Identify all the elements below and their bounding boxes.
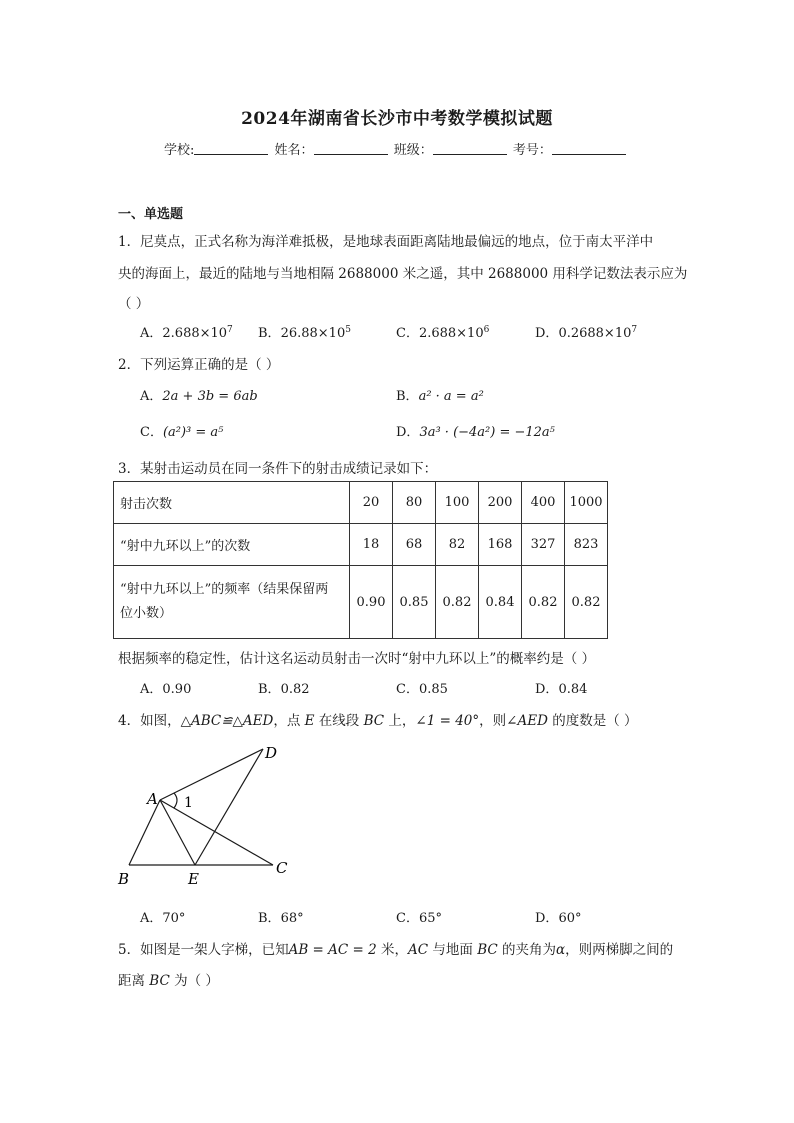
angle-1-arc	[174, 793, 177, 808]
row-label-frequency: “射中九环以上”的频率（结果保留两 位小数）	[114, 566, 350, 639]
hits-cell: 18	[350, 524, 393, 566]
table-row-hits	[114, 524, 608, 566]
shots-cell: 400	[522, 482, 565, 524]
table-row-shots	[114, 482, 608, 524]
q4-option-c: C．65°	[396, 911, 442, 926]
q1-line2: 央的海面上，最近的陆地与当地相隔 2688000 米之遥，其中 2688000 用科学记数法表示应为	[118, 266, 688, 282]
hits-cell: 823	[565, 524, 608, 566]
q2-option-c: C．(a²)³ = a⁵	[140, 425, 224, 440]
q3-after: 根据频率的稳定性，估计这名运动员射击一次时“射中九环以上”的概率约是（ ）	[118, 651, 596, 667]
hits-cell: 168	[479, 524, 522, 566]
q2-option-b: B．a² · a = a²	[396, 389, 484, 404]
table-row-frequency	[114, 566, 608, 639]
vertex-b-label: B	[118, 870, 130, 888]
section-title: 一、单选题	[118, 207, 184, 222]
q1-option-d: D．$0.2688\times 10^7$	[535, 325, 638, 341]
shots-cell: 100	[436, 482, 479, 524]
freq-cell: 0.84	[479, 566, 522, 639]
hits-cell: 327	[522, 524, 565, 566]
q1-option-c: C．$2.688\times 10^6$	[396, 325, 490, 341]
name-label: 姓名：	[274, 143, 314, 158]
row-label-hits: “射中九环以上”的次数	[114, 524, 350, 566]
school-label: 学校:	[164, 143, 195, 158]
q4-option-a: A．70°	[140, 911, 186, 926]
q3-stem: 3．某射击运动员在同一条件下的射击成绩记录如下：	[118, 461, 438, 477]
class-label: 班级：	[393, 143, 433, 158]
class-blank	[433, 142, 507, 155]
freq-cell: 0.85	[393, 566, 436, 639]
shots-cell: 20	[350, 482, 393, 524]
shots-cell: 200	[479, 482, 522, 524]
hits-cell: 68	[393, 524, 436, 566]
q2-option-d: D．3a³ · (−4a²) = −12a⁵	[396, 425, 555, 440]
shooting-record-table	[113, 481, 608, 639]
q5-line2: 距离 BC 为（ ）	[118, 973, 219, 989]
name-blank	[314, 142, 388, 155]
page-title: 2024年湖南省长沙市中考数学模拟试题	[241, 109, 553, 129]
freq-cell: 0.82	[565, 566, 608, 639]
freq-cell: 0.82	[436, 566, 479, 639]
school-blank	[194, 142, 268, 155]
q1-option-b: B．$26.88\times 10^5$	[258, 325, 351, 341]
exam-number-label: 考号：	[512, 143, 552, 158]
q4-option-d: D．60°	[535, 911, 582, 926]
triangle-figure	[110, 738, 300, 888]
shots-cell: 1000	[565, 482, 608, 524]
vertex-c-label: C	[276, 859, 288, 877]
q5-line1: 5．如图是一架人字梯，已知AB = AC = 2 米，AC 与地面 BC 的夹角为α，则两梯脚之间的	[118, 942, 674, 958]
q4-stem: 4．如图，△ABC≌△AED，点 E 在线段 BC 上，∠1 = 40°，则∠AED 的度数是（ ）	[118, 713, 638, 729]
q1-line3: （ ）	[118, 296, 150, 312]
q2-option-a: A．2a + 3b = 6ab	[140, 389, 258, 404]
segment-ab	[129, 800, 160, 865]
exam-number-blank	[552, 142, 626, 155]
vertex-a-label: A	[147, 790, 158, 808]
q3-option-a: A．0.90	[140, 682, 192, 697]
q3-option-c: C．0.85	[396, 682, 448, 697]
q3-option-d: D．0.84	[535, 682, 588, 697]
student-info-row	[164, 139, 628, 158]
q3-option-b: B．0.82	[258, 682, 310, 697]
angle-1-label: 1	[184, 795, 193, 811]
hits-cell: 82	[436, 524, 479, 566]
q1-option-a: A．$2.688\times 10^7$	[140, 325, 233, 341]
vertex-d-label: D	[265, 744, 278, 762]
freq-cell: 0.90	[350, 566, 393, 639]
q4-option-b: B．68°	[258, 911, 304, 926]
shots-cell: 80	[393, 482, 436, 524]
q2-stem: 2．下列运算正确的是（ ）	[118, 357, 280, 373]
row-label-shots: 射击次数	[114, 482, 350, 524]
q1-line1: 1．尼莫点，正式名称为海洋难抵极，是地球表面距离陆地最偏远的地点，位于南太平洋中	[118, 234, 654, 250]
freq-cell: 0.82	[522, 566, 565, 639]
vertex-e-label: E	[188, 870, 199, 888]
